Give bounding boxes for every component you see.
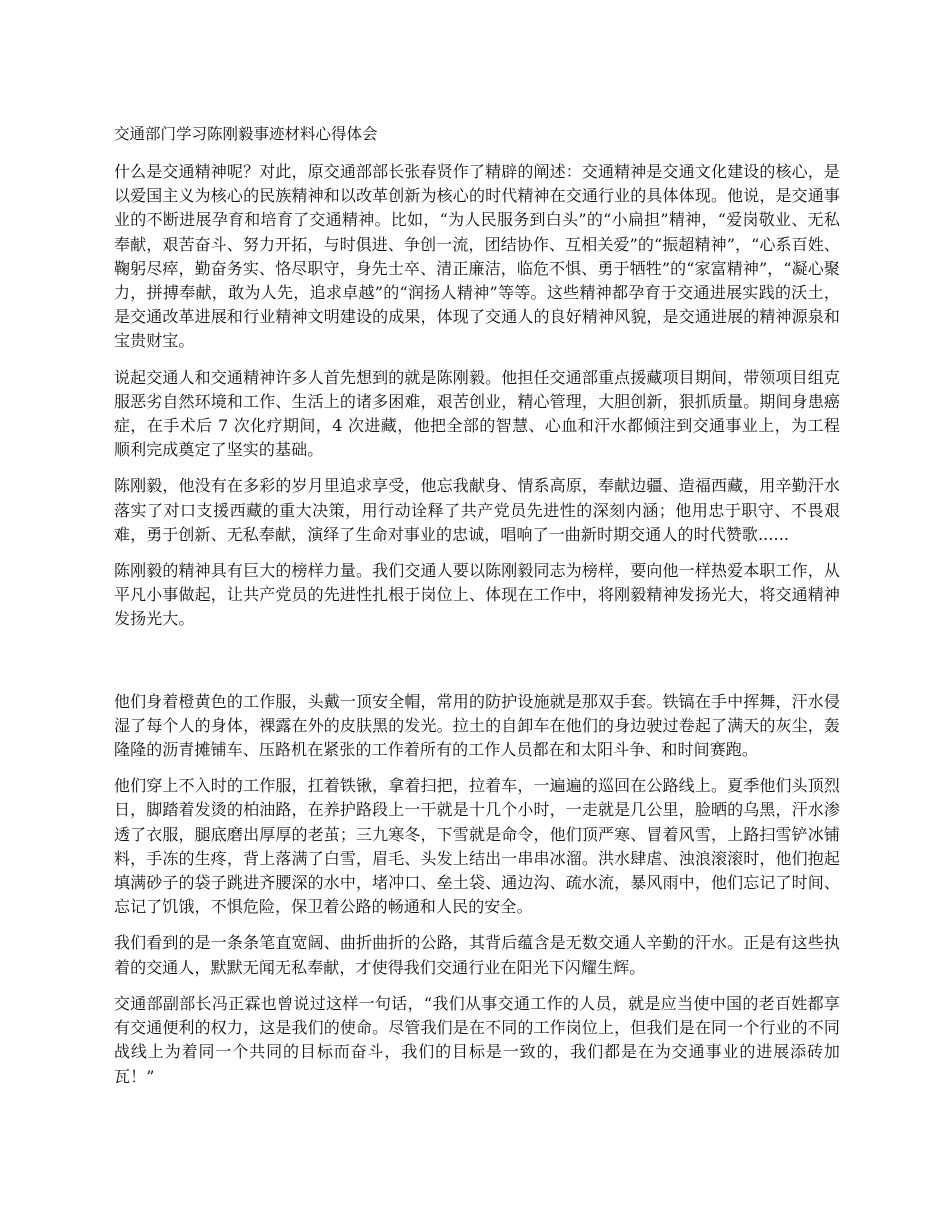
paragraph: 说起交通人和交通精神许多人首先想到的就是陈刚毅。他担任交通部重点援藏项目期间，带领项目组克服恶劣自然环境和工作、生活上的诸多困难，艰苦创业，精心管理，大胆创新，狠抓质量。期间身患癌症，在手术后 7 次化疗期间，4 次进藏，他把全部的智慧、心血和汗水都倾注到交通事业上，为工程顺利完成奠定了坚实的基础。 bbox=[114, 367, 840, 460]
section-spacer bbox=[114, 644, 840, 690]
section-1 bbox=[114, 160, 840, 632]
paragraph: 陈刚毅的精神具有巨大的榜样力量。我们交通人要以陈刚毅同志为榜样，要向他一样热爱本职工作，从平凡小事做起，让共产党员的先进性扎根于岗位上、体现在工作中，将刚毅精神发扬光大，将交通精神发扬光大。 bbox=[114, 561, 840, 629]
section-2 bbox=[114, 690, 840, 1089]
document-title: 交通部门学习陈刚毅事迹材料心得体会 bbox=[114, 125, 378, 143]
paragraph: 陈刚毅，他没有在多彩的岁月里追求享受，他忘我献身、情系高原，奉献边疆、造福西藏，用辛勤汗水落实了对口支援西藏的重大决策，用行动诠释了共产党员先进性的深刻内涵；他用忠于职守、不畏艰难，勇于创新、无私奉献，演绎了生命对事业的忠诚，唱响了一曲新时期交通人的时代赞歌...... bbox=[114, 476, 840, 544]
paragraph: 他们穿上不入时的工作服，扛着铁锹，拿着扫把，拉着车，一遍遍的巡回在公路线上。夏季他们头顶烈日，脚踏着发烫的柏油路，在养护路段上一干就是十几个小时，一走就是几公里，脸晒的乌黑，汗水渗透了衣服，腿底磨出厚厚的老茧；三九寒冬，下雪就是命令，他们顶严寒、冒着风雪，上路扫雪铲冰铺料，手冻的生疼，背上落满了白雪，眉毛、头发上结出一串串冰溜。洪水肆虐、浊浪滚滚时，他们抱起填满砂子的袋子跳进齐腰深的水中，堵冲口、垒土袋、通边沟、疏水流，暴风雨中，他们忘记了时间、忘记了饥饿，不惧危险，保卫着公路的畅通和人民的安全。 bbox=[114, 776, 840, 917]
paragraph: 我们看到的是一条条笔直宽阔、曲折曲折的公路，其背后蕴含是无数交通人辛勤的汗水。正是有这些执着的交通人，默默无闻无私奉献，才使得我们交通行业在阳光下闪耀生辉。 bbox=[114, 933, 840, 977]
paragraph: 他们身着橙黄色的工作服，头戴一顶安全帽，常用的防护设施就是那双手套。铁镐在手中挥舞，汗水侵湿了每个人的身体，裸露在外的皮肤黑的发光。拉土的自卸车在他们的身边驶过卷起了满天的灰尘，轰隆隆的沥青摊铺车、压路机在紧张的工作着所有的工作人员都在和太阳斗争、和时间赛跑。 bbox=[114, 691, 840, 760]
paragraph: 交通部副部长冯正霖也曾说过这样一句话，“我们从事交通工作的人员，就是应当使中国的老百姓都享有交通便利的权力，这是我们的使命。尽管我们是在不同的工作岗位上，但我们是在同一个行业的不同战线上为着同一个共同的目标而奋斗，我们的目标是一致的，我们都是在为交通事业的进展添砖加瓦！” bbox=[114, 993, 840, 1086]
paragraph: 什么是交通精神呢？对此，原交通部部长张春贤作了精辟的阐述：交通精神是交通文化建设的核心，是以爱国主义为核心的民族精神和以改革创新为核心的时代精神在交通行业的具体体现。他说，是交通事业的不断进展孕育和培育了交通精神。比如，“为人民服务到白头”的“小扁担”精神，“爱岗敬业、无私奉献，艰苦奋斗、努力开拓，与时俱进、争创一流，团结协作、互相关爱”的“振超精神”，“心系百姓、鞠躬尽瘁，勤奋务实、恪尽职守，身先士卒、清正廉洁，临危不惧、勇于牺牲”的“家富精神”，“凝心聚力，拼搏奉献，敢为人先，追求卓越”的“润扬人精神”等等。这些精神都孕育于交通进展实践的沃土，是交通改革进展和行业精神文明建设的成果，体现了交通人的良好精神风貌，是交通进展的精神源泉和宝贵财宝。 bbox=[114, 162, 840, 351]
document-page bbox=[114, 122, 840, 1101]
